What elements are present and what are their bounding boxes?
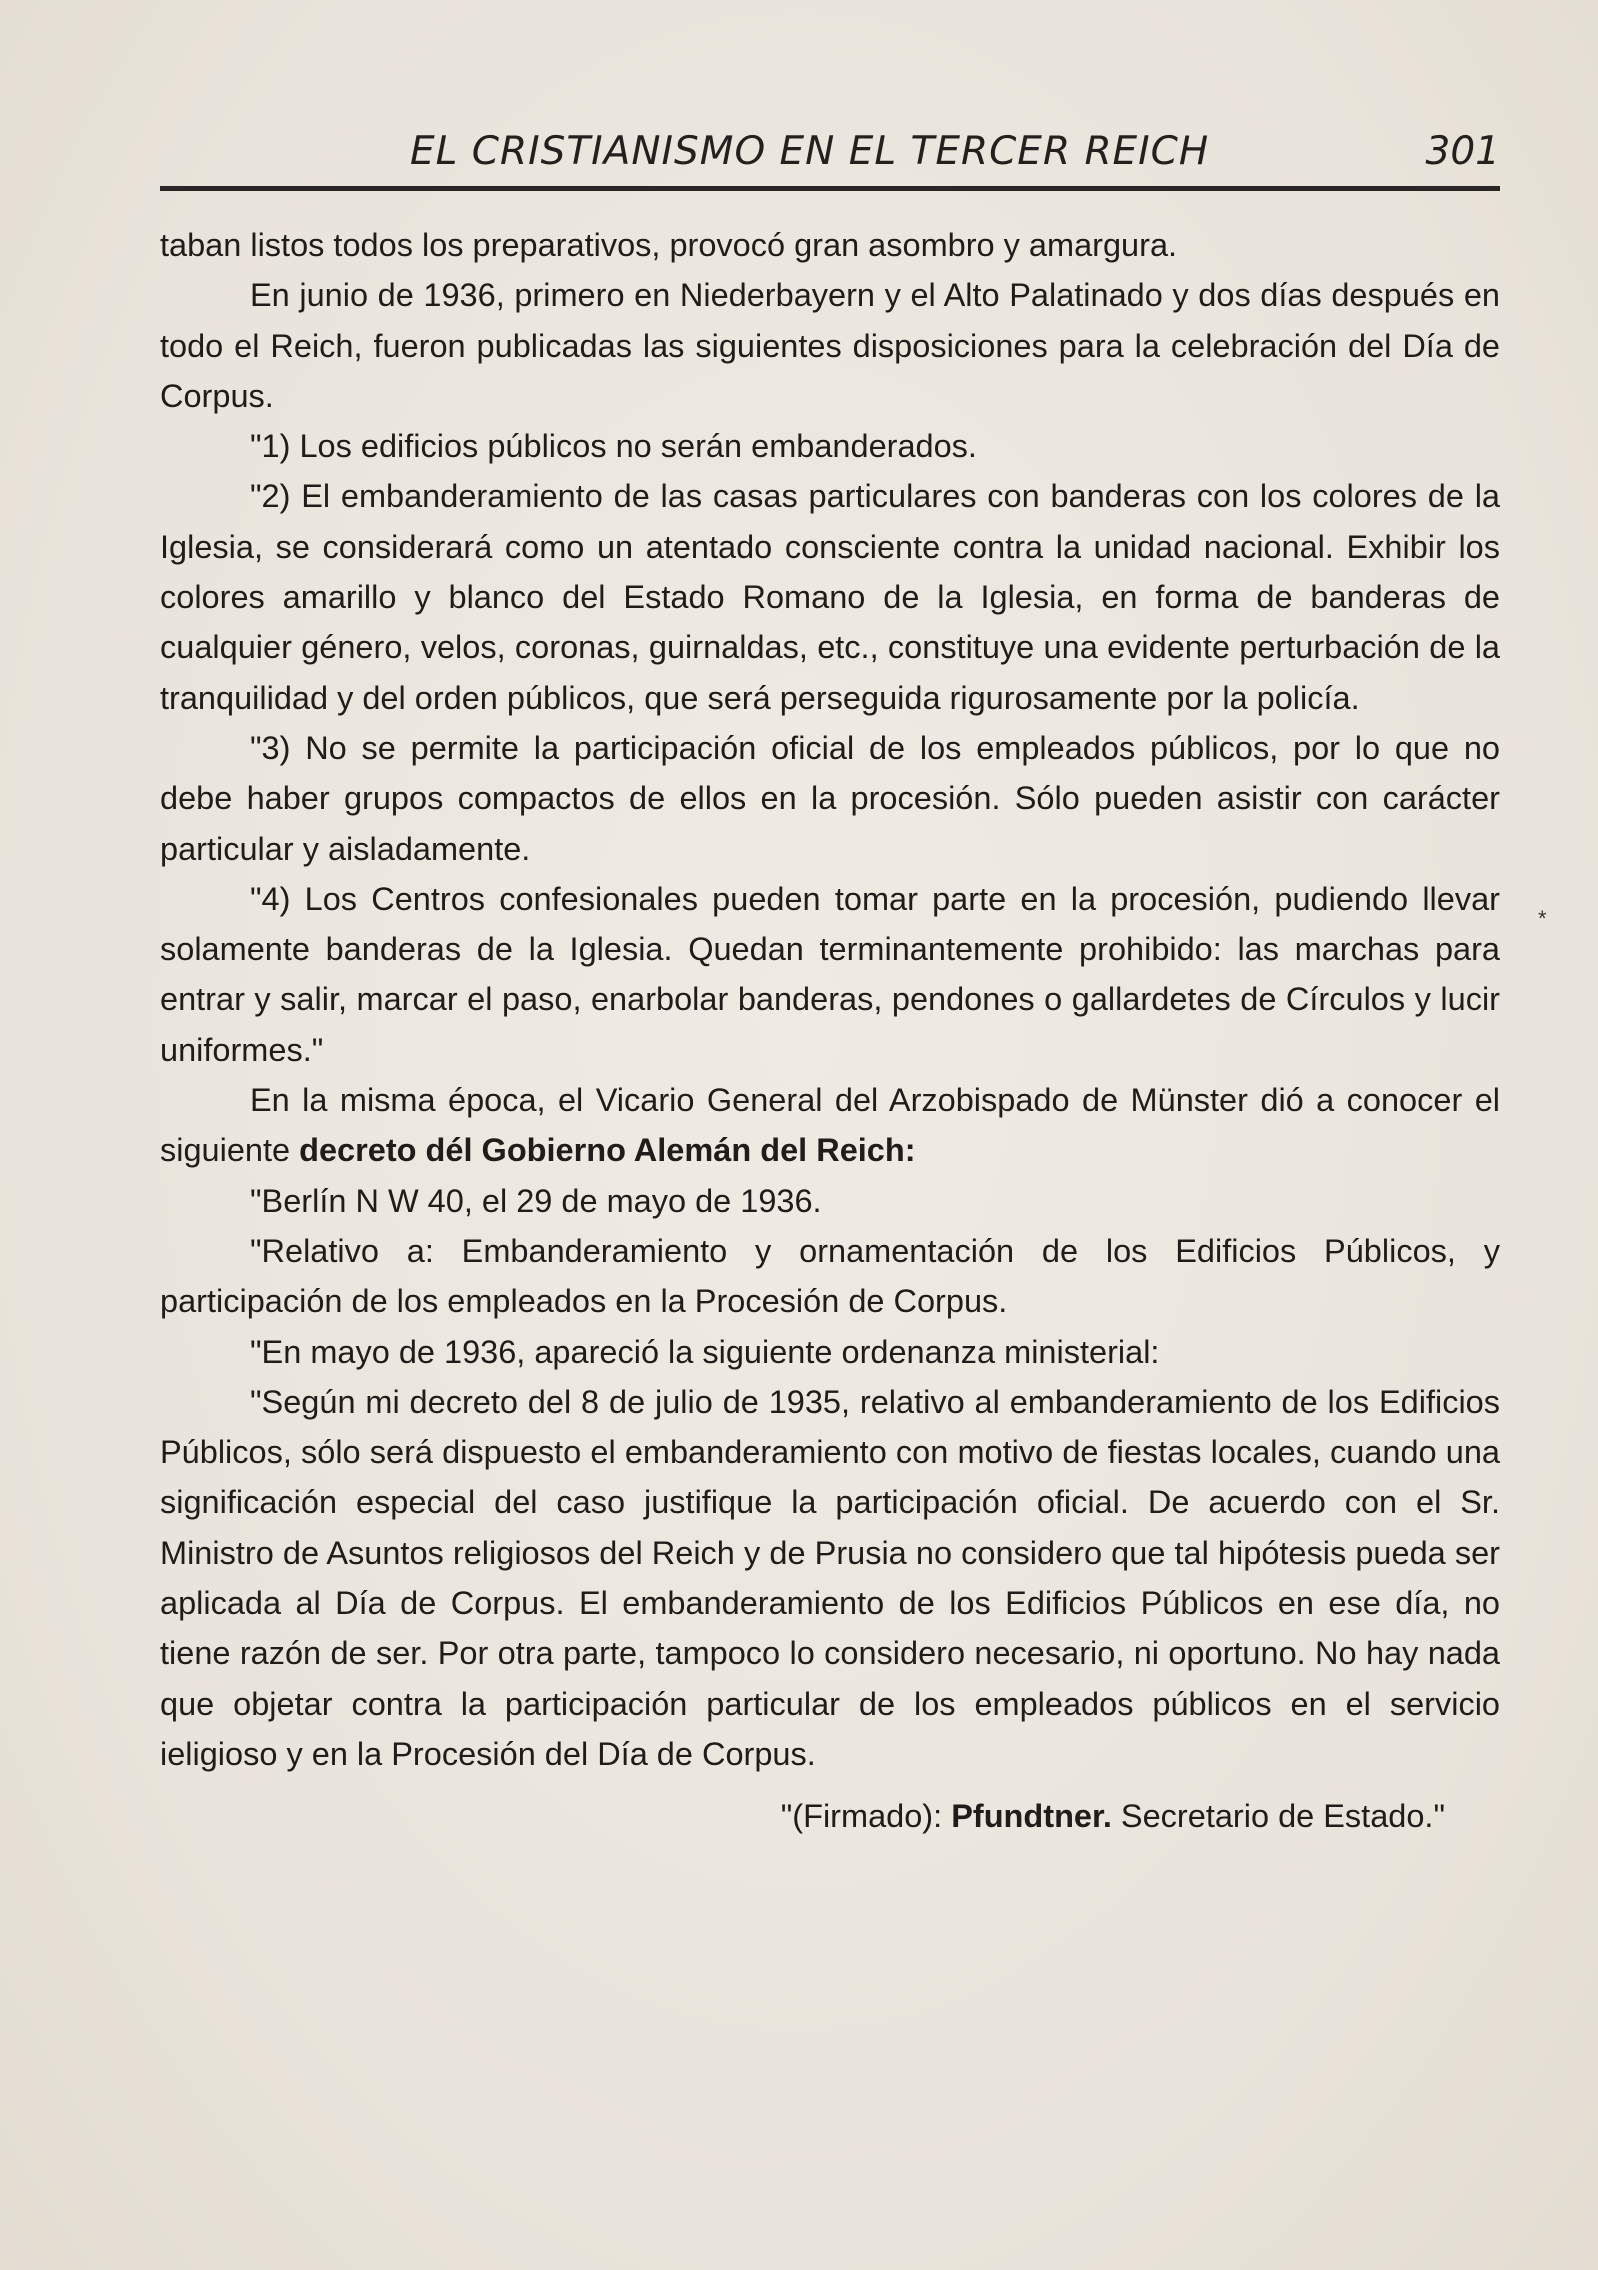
header-rule: [160, 186, 1500, 191]
running-title: EL CRISTIANISMO EN EL TERCER REICH: [410, 129, 1210, 174]
signature-line: [160, 1791, 1500, 1841]
page-header: [160, 125, 1500, 195]
paragraph-intro: En junio de 1936, primero en Niederbayern y el Alto Palatinado y dos días después en todo el Reich, fueron publicadas las siguientes disposiciones para la celebración del Día de Corpus.: [160, 277, 1500, 414]
paragraph-ordinance: "En mayo de 1936, apareció la siguiente ordenanza ministerial:: [250, 1333, 1160, 1370]
paragraph-continuation: taban listos todos los preparativos, provocó gran asombro y amargura.: [160, 227, 1178, 263]
decree-title: decreto dél Gobierno Alemán del Reich:: [299, 1132, 916, 1169]
paragraph-rule-1: "1) Los edificios públicos no serán embanderados.: [250, 428, 977, 465]
signature-name: Pfundtner.: [951, 1798, 1112, 1835]
paragraph-decree-body: "Según mi decreto del 8 de julio de 1935, relativo al embanderamiento de los Edificios Públicos, sólo será dispuesto el embanderamiento con motivo de fiestas locales, cuando una significación especial del caso justifique la participación oficial. De acuerdo con el Sr. Ministro de Asuntos religiosos del Reich y de Prusia no considero que tal hipótesis pueda ser aplicada al Día de Corpus. El embanderamiento de los Edificios Públicos en ese día, no tiene razón de ser. Por otra parte, tampoco lo considero necesario, ni oportuno. No hay nada que objetar contra la participación particular de los empleados públicos en el servicio ieligioso y en la Procesión del Día de Corpus.: [160, 1383, 1500, 1772]
paragraph-rule-4: "4) Los Centros confesionales pueden tomar parte en la procesión, pudiendo llevar solamente banderas de la Iglesia. Quedan terminantemente prohibido: las marchas para entrar y salir, marcar el paso, enarbolar banderas, pendones o gallardetes de Círculos y lucir uniformes.": [160, 880, 1500, 1068]
signature-title: Secretario de Estado.": [1111, 1798, 1445, 1835]
decree-intro-text: En la misma época, el Vicario General del Arzobispado de Münster dió a conocer el siguiente: [160, 1082, 1500, 1169]
signature-prefix: "(Firmado):: [780, 1798, 952, 1835]
margin-mark: *: [1538, 906, 1547, 931]
paragraph-rule-3: "3) No se permite la participación oficial de los empleados públicos, por lo que no debe haber grupos compactos de ellos en la procesión. Sólo pueden asistir con carácter particular y aisladamente.: [160, 729, 1500, 867]
body-text: [160, 220, 1500, 1842]
page-number: 301: [1425, 129, 1500, 174]
paragraph-place-date: "Berlín N W 40, el 29 de mayo de 1936.: [250, 1182, 822, 1219]
paragraph-decree-intro: [160, 1075, 1500, 1176]
paragraph-subject: "Relativo a: Embanderamiento y ornamentación de los Edificios Públicos, y participación de los empleados en la Procesión de Corpus.: [160, 1232, 1500, 1320]
paragraph-rule-2: "2) El embanderamiento de las casas particulares con banderas con los colores de la Iglesia, se considerará como un atentado consciente contra la unidad nacional. Exhibir los colores amarillo y blanco del Estado Romano de la Iglesia, en forma de banderas de cualquier género, velos, coronas, guirnaldas, etc., constituye una evidente perturbación de la tranquilidad y del orden públicos, que será perseguida rigurosamente por la policía.: [160, 478, 1500, 716]
